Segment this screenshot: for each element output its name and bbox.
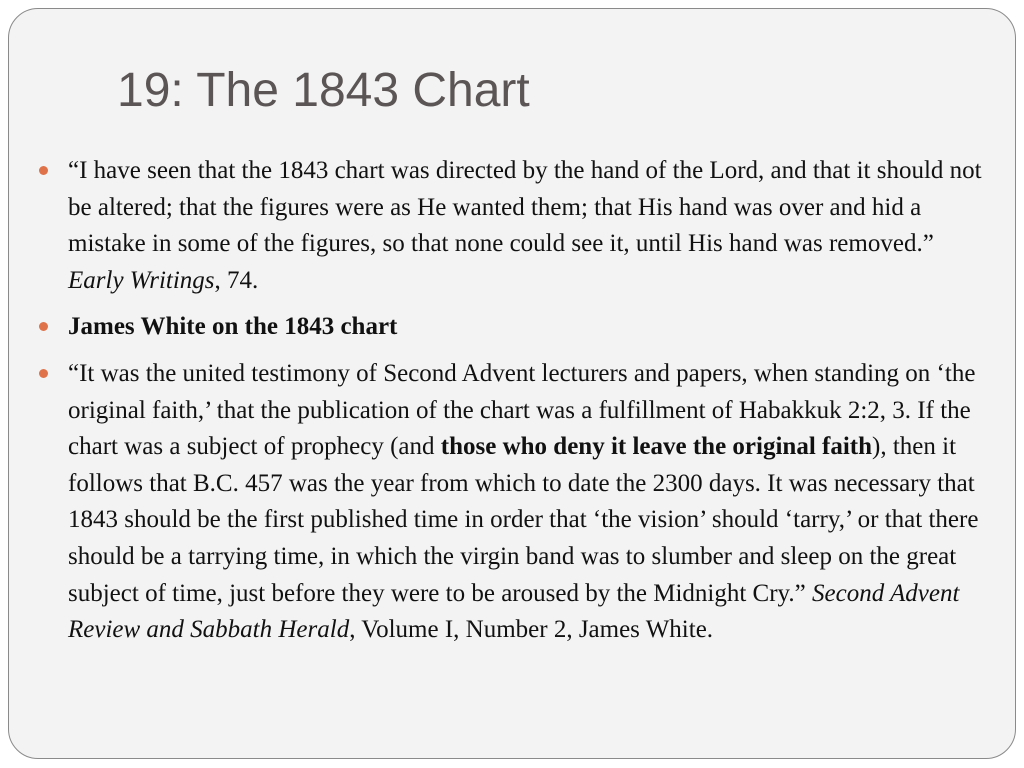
quote-text-end: ), then it follows that B.C. 457 was the year from which to date the 2300 days. It was necessary that 1843 should be the first published time in order that ‘the vision’ should ‘tarry,’ or that there should be a tarrying time, in which the virgin band was to slumber and sleep on the great subject of time, just before they were to be aroused by the Midnight Cry.”	[68, 433, 979, 607]
bullet-item-heading	[39, 309, 989, 346]
quote-emphasis: those who deny it leave the original faith	[440, 433, 873, 461]
source-reference: , 74.	[214, 266, 259, 294]
quote-text: “I have seen that the 1843 chart was directed by the hand of the Lord, and that it should not be altered; that the figures were as He wanted them; that His hand was over and hid a mistake in some of the figures, so that none could see it, until His hand was removed.”	[68, 157, 982, 258]
bullet-dot-icon	[39, 322, 48, 331]
bullet-list	[39, 153, 989, 659]
bullet-dot-icon	[39, 369, 48, 378]
bullet-item-quote-early-writings	[39, 153, 989, 299]
slide-title: 19: The 1843 Chart	[117, 64, 530, 117]
slide	[8, 8, 1016, 759]
source-reference: , Volume I, Number 2, James White.	[349, 616, 714, 644]
source-title: Early Writings	[68, 266, 215, 294]
bullet-heading: James White on the 1843 chart	[68, 313, 398, 341]
source-title: Second Advent Review and Sabbath Herald	[68, 579, 960, 644]
bullet-dot-icon	[39, 166, 48, 175]
bullet-item-quote-james-white	[39, 356, 989, 649]
quote-text-start: “It was the united testimony of Second Advent lecturers and papers, when standing on ‘the original faith,’ that the publication of the chart was a fulfillment of Habakkuk 2:2, 3. If the chart was a subject of prophecy (and	[68, 359, 976, 461]
